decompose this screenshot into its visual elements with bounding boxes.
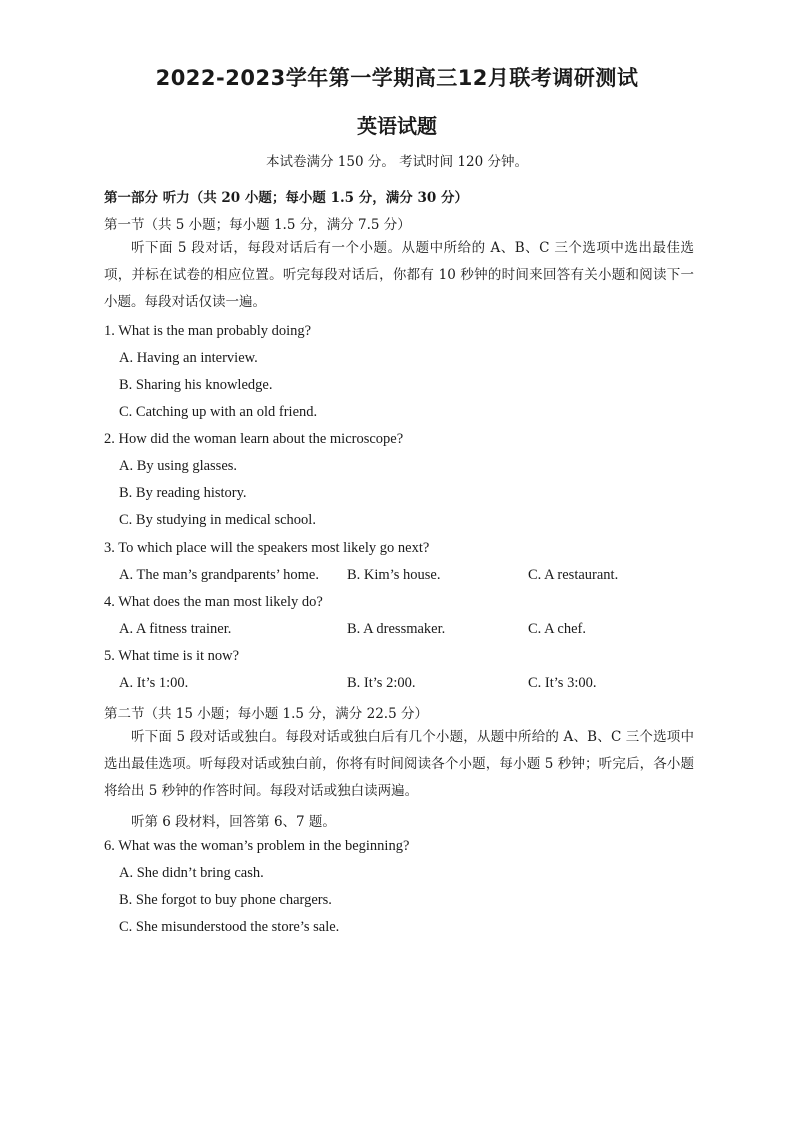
question-stem: 2. How did the woman learn about the microscope? xyxy=(104,431,404,447)
question-stem: 4. What does the man most likely do? xyxy=(104,594,323,610)
question-stem: 1. What is the man probably doing? xyxy=(104,323,312,339)
question-option: A. Having an interview. xyxy=(119,350,258,366)
section1-instructions: 听下面 5 段对话，每段对话后有一个小题。从题中所给的 A、B、C 三个选项中选出最佳选项，并标在试卷的相应位置。听完每段对话后，你都有 10 秒钟的时间来回答有关小题和阅读下一小题。每段对话仅读一遍。 xyxy=(104,240,694,310)
question-option: B. It’s 2:00. xyxy=(347,675,416,691)
question-option: B. By reading history. xyxy=(119,485,247,501)
question-option: A. It’s 1:00. xyxy=(119,675,189,691)
question-stem: 6. What was the woman’s problem in the beginning? xyxy=(104,838,410,854)
section2-heading: 第二节（共 15 小题；每小题 1.5 分，满分 22.5 分） xyxy=(104,706,428,722)
exam-subject: 英语试题 xyxy=(357,114,437,138)
material-note: 听第 6 段材料，回答第 6、7 题。 xyxy=(131,814,336,830)
exam-title: 2022-2023学年第一学期高三12月联考调研测试 xyxy=(155,66,639,90)
part1-heading: 第一部分 听力（共 20 小题；每小题 1.5 分，满分 30 分） xyxy=(104,190,468,206)
question-option: A. She didn’t bring cash. xyxy=(119,865,264,881)
question-option: B. Sharing his knowledge. xyxy=(119,377,273,393)
question-stem: 5. What time is it now? xyxy=(104,648,240,664)
question-option: C. A chef. xyxy=(528,621,586,637)
question-option: C. A restaurant. xyxy=(528,567,619,583)
question-option: C. Catching up with an old friend. xyxy=(119,404,318,420)
exam-note: 本试卷满分 150 分。 考试时间 120 分钟。 xyxy=(266,154,528,170)
question-option: C. It’s 3:00. xyxy=(528,675,597,691)
question-option: C. By studying in medical school. xyxy=(119,512,316,528)
question-option: C. She misunderstood the store’s sale. xyxy=(119,919,340,935)
question-option: A. A fitness trainer. xyxy=(119,621,232,637)
question-option: A. By using glasses. xyxy=(119,458,238,474)
question-option: B. Kim’s house. xyxy=(347,567,441,583)
question-stem: 3. To which place will the speakers most likely go next? xyxy=(104,540,430,556)
question-option: A. The man’s grandparents’ home. xyxy=(119,567,319,583)
section2-instructions: 听下面 5 段对话或独白。每段对话或独白后有几个小题，从题中所给的 A、B、C 三个选项中选出最佳选项。听每段对话或独白前，你将有时间阅读各个小题，每小题 5 秒钟；听完后，各小题将给出 5 秒钟的作答时间。每段对话或独白读两遍。 xyxy=(104,729,694,799)
question-option: B. She forgot to buy phone chargers. xyxy=(119,892,332,908)
section1-heading: 第一节（共 5 小题；每小题 1.5 分，满分 7.5 分） xyxy=(104,217,411,233)
question-option: B. A dressmaker. xyxy=(347,621,446,637)
